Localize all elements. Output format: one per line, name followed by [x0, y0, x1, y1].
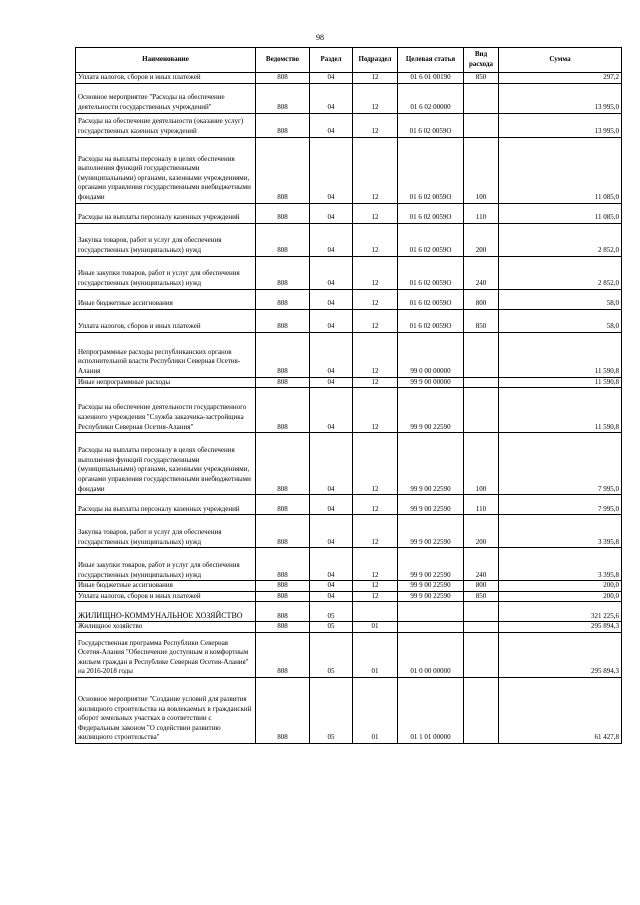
table-cell-section: 04	[310, 289, 353, 309]
header-section: Раздел	[310, 48, 353, 73]
table-cell-dept: 808	[256, 113, 310, 137]
table-cell-target: 01 1 01 00000	[398, 677, 464, 743]
table-row	[76, 388, 622, 433]
table-cell-name: Расходы на обеспечение деятельности государственного казенного учреждения "Служба заказчика-застройщика Республики Северная Осетия-Алания"	[76, 388, 256, 433]
table-cell-dept: 808	[256, 223, 310, 256]
table-cell-dept: 808	[256, 602, 310, 622]
table-cell-sum: 2 852,0	[499, 256, 622, 289]
table-cell-dept: 808	[256, 388, 310, 433]
table-cell-target: 99 9 00 22590	[398, 548, 464, 581]
header-type: Вид расхода	[464, 48, 499, 73]
table-row	[76, 377, 622, 388]
table-cell-name: Основное мероприятие "Расходы на обеспечение деятельности государственных учреждений"	[76, 83, 256, 113]
table-cell-subsection: 12	[353, 495, 398, 515]
table-cell-section: 05	[310, 677, 353, 743]
table-cell-target: 99 9 00 22590	[398, 581, 464, 592]
table-cell-type	[464, 388, 499, 433]
table-cell-section: 04	[310, 113, 353, 137]
table-cell-name: Уплата налогов, сборов и иных платежей	[76, 309, 256, 332]
table-cell-section: 04	[310, 203, 353, 223]
table-cell-target: 01 6 02 0059О	[398, 223, 464, 256]
table-row	[76, 433, 622, 495]
table-cell-name: Расходы на обеспечение деятельности (оказание услуг) государственных казенных учреждений	[76, 113, 256, 137]
table-cell-type	[464, 377, 499, 388]
table-cell-section: 04	[310, 515, 353, 548]
table-row	[76, 289, 622, 309]
table-cell-sum: 13 995,0	[499, 83, 622, 113]
table-cell-dept: 808	[256, 515, 310, 548]
table-cell-dept: 808	[256, 548, 310, 581]
table-cell-type: 240	[464, 548, 499, 581]
table-cell-type: 240	[464, 256, 499, 289]
table-cell-section: 05	[310, 602, 353, 622]
header-dept: Ведомство	[256, 48, 310, 73]
table-cell-section: 04	[310, 137, 353, 203]
header-target: Целевая статья	[398, 48, 464, 73]
table-cell-sum: 3 395,8	[499, 548, 622, 581]
table-cell-dept: 808	[256, 289, 310, 309]
table-cell-sum: 58,0	[499, 289, 622, 309]
table-cell-subsection: 12	[353, 256, 398, 289]
table-cell-name: Закупка товаров, работ и услуг для обеспечения государственных (муниципальных) нужд	[76, 515, 256, 548]
table-row	[76, 581, 622, 592]
table-cell-target	[398, 602, 464, 622]
table-cell-target: 99 9 00 22590	[398, 433, 464, 495]
table-cell-target: 01 6 02 00000	[398, 83, 464, 113]
table-cell-dept: 808	[256, 677, 310, 743]
table-cell-target: 01 6 02 0059О	[398, 289, 464, 309]
table-cell-sum: 11 590,8	[499, 377, 622, 388]
table-cell-name: Расходы на выплаты персоналу казенных учреждений	[76, 203, 256, 223]
table-cell-sum: 321 225,6	[499, 602, 622, 622]
table-cell-subsection: 12	[353, 83, 398, 113]
table-cell-dept: 808	[256, 203, 310, 223]
table-cell-sum: 58,0	[499, 309, 622, 332]
table-row	[76, 677, 622, 743]
table-cell-type: 850	[464, 73, 499, 84]
table-cell-subsection: 01	[353, 622, 398, 633]
table-row	[76, 632, 622, 677]
table-cell-target: 01 6 02 0059О	[398, 309, 464, 332]
table-cell-type: 100	[464, 433, 499, 495]
table-cell-target: 01 6 02 0059О	[398, 137, 464, 203]
table-cell-type	[464, 113, 499, 137]
table-cell-type	[464, 622, 499, 633]
table-row	[76, 495, 622, 515]
table-cell-subsection: 12	[353, 73, 398, 84]
table-cell-type	[464, 332, 499, 377]
table-cell-type: 800	[464, 581, 499, 592]
table-cell-dept: 808	[256, 433, 310, 495]
table-cell-name: Основное мероприятие "Создание условий для развития жилищного строительства на вовлекаемых в гражданский оборот земельных участках в соответствии с Федеральным законом "О содействии развитию жилищного строительства"	[76, 677, 256, 743]
budget-table	[75, 47, 622, 744]
header-subsection: Подраздел	[353, 48, 398, 73]
table-cell-target: 99 9 00 22590	[398, 388, 464, 433]
table-cell-type: 100	[464, 137, 499, 203]
table-row	[76, 256, 622, 289]
table-cell-dept: 808	[256, 622, 310, 633]
table-cell-name: Уплата налогов, сборов и иных платежей	[76, 591, 256, 602]
table-cell-type	[464, 632, 499, 677]
table-cell-sum: 61 427,8	[499, 677, 622, 743]
table-cell-type: 200	[464, 223, 499, 256]
table-cell-dept: 808	[256, 73, 310, 84]
table-cell-sum: 3 395,8	[499, 515, 622, 548]
table-cell-section: 04	[310, 433, 353, 495]
table-cell-subsection: 01	[353, 677, 398, 743]
table-cell-subsection: 12	[353, 377, 398, 388]
table-cell-name: Иные закупки товаров, работ и услуг для обеспечения государственных (муниципальных) нужд	[76, 256, 256, 289]
table-cell-section: 04	[310, 581, 353, 592]
table-cell-type: 110	[464, 203, 499, 223]
table-row	[76, 113, 622, 137]
table-cell-subsection: 12	[353, 223, 398, 256]
table-cell-subsection: 12	[353, 332, 398, 377]
table-cell-section: 04	[310, 591, 353, 602]
table-cell-sum: 11 590,8	[499, 332, 622, 377]
table-cell-subsection: 12	[353, 548, 398, 581]
table-cell-subsection: 12	[353, 433, 398, 495]
table-cell-name: Иные бюджетные ассигнования	[76, 289, 256, 309]
table-row	[76, 515, 622, 548]
table-cell-target: 99 9 00 00000	[398, 377, 464, 388]
table-cell-section: 04	[310, 73, 353, 84]
table-cell-target: 99 9 00 22590	[398, 515, 464, 548]
table-cell-section: 05	[310, 632, 353, 677]
table-cell-subsection: 12	[353, 581, 398, 592]
table-cell-name: Закупка товаров, работ и услуг для обеспечения государственных (муниципальных) нужд	[76, 223, 256, 256]
table-cell-sum: 13 995,0	[499, 113, 622, 137]
table-cell-name: ЖИЛИЩНО-КОММУНАЛЬНОЕ ХОЗЯЙСТВО	[76, 602, 256, 622]
table-cell-dept: 808	[256, 309, 310, 332]
table-cell-sum: 11 085,0	[499, 137, 622, 203]
table-cell-name: Жилищное хозяйство	[76, 622, 256, 633]
table-cell-target: 01 6 01 00190	[398, 73, 464, 84]
table-cell-subsection: 12	[353, 591, 398, 602]
table-cell-dept: 808	[256, 581, 310, 592]
table-cell-sum: 11 085,0	[499, 203, 622, 223]
table-cell-type	[464, 602, 499, 622]
table-cell-target: 01 0 00 00000	[398, 632, 464, 677]
table-cell-sum: 7 995,0	[499, 495, 622, 515]
table-row	[76, 309, 622, 332]
table-cell-section: 04	[310, 309, 353, 332]
table-cell-section: 04	[310, 332, 353, 377]
table-cell-name: Уплата налогов, сборов и иных платежей	[76, 73, 256, 84]
table-cell-name: Расходы на выплаты персоналу в целях обеспечения выполнения функций государственными (муниципальными) органами, казенными учреждениями, органами управления государственными внебюджетными фондами	[76, 433, 256, 495]
table-cell-subsection: 01	[353, 632, 398, 677]
table-cell-section: 04	[310, 388, 353, 433]
table-row	[76, 73, 622, 84]
header-sum: Сумма	[499, 48, 622, 73]
table-row	[76, 83, 622, 113]
table-cell-sum: 295 894,3	[499, 622, 622, 633]
table-cell-type: 800	[464, 289, 499, 309]
table-cell-subsection: 12	[353, 203, 398, 223]
header-name: Наименование	[76, 48, 256, 73]
table-cell-sum: 297,2	[499, 73, 622, 84]
table-cell-sum: 11 590,8	[499, 388, 622, 433]
table-row	[76, 622, 622, 633]
table-cell-type: 110	[464, 495, 499, 515]
table-cell-subsection: 12	[353, 309, 398, 332]
table-cell-dept: 808	[256, 332, 310, 377]
table-cell-name: Расходы на выплаты персоналу казенных учреждений	[76, 495, 256, 515]
table-cell-name: Иные закупки товаров, работ и услуг для обеспечения государственных (муниципальных) нужд	[76, 548, 256, 581]
table-cell-dept: 808	[256, 632, 310, 677]
table-cell-subsection: 12	[353, 515, 398, 548]
table-cell-target	[398, 622, 464, 633]
table-row	[76, 203, 622, 223]
table-cell-name: Непрограммные расходы республиканских органов исполнительной власти Республики Северная Осетия-Алания	[76, 332, 256, 377]
table-cell-section: 04	[310, 377, 353, 388]
table-cell-sum: 200,0	[499, 591, 622, 602]
table-cell-name: Иные бюджетные ассигнования	[76, 581, 256, 592]
table-cell-section: 04	[310, 83, 353, 113]
table-cell-section: 04	[310, 223, 353, 256]
table-cell-sum: 7 995,0	[499, 433, 622, 495]
table-cell-target: 01 6 02 0059О	[398, 256, 464, 289]
table-row	[76, 332, 622, 377]
table-cell-dept: 808	[256, 495, 310, 515]
table-cell-type	[464, 83, 499, 113]
table-cell-section: 05	[310, 622, 353, 633]
table-header-row	[76, 48, 622, 73]
table-row	[76, 223, 622, 256]
table-cell-subsection: 12	[353, 113, 398, 137]
table-cell-section: 04	[310, 256, 353, 289]
table-cell-subsection: 12	[353, 289, 398, 309]
table-cell-type: 200	[464, 515, 499, 548]
table-cell-dept: 808	[256, 256, 310, 289]
table-cell-section: 04	[310, 495, 353, 515]
table-cell-subsection: 12	[353, 137, 398, 203]
table-cell-target: 99 0 00 00000	[398, 332, 464, 377]
table-row	[76, 591, 622, 602]
table-cell-type	[464, 677, 499, 743]
table-cell-dept: 808	[256, 83, 310, 113]
table-cell-dept: 808	[256, 377, 310, 388]
table-row	[76, 602, 622, 622]
table-cell-dept: 808	[256, 137, 310, 203]
table-cell-target: 01 6 02 0059О	[398, 113, 464, 137]
table-cell-target: 01 6 02 0059О	[398, 203, 464, 223]
table-cell-subsection	[353, 602, 398, 622]
table-cell-sum: 295 894,3	[499, 632, 622, 677]
table-cell-type: 850	[464, 309, 499, 332]
table-cell-name: Иные непрограммные расходы	[76, 377, 256, 388]
page-number: 98	[316, 33, 324, 42]
table-cell-sum: 200,0	[499, 581, 622, 592]
table-row	[76, 548, 622, 581]
table-cell-target: 99 9 00 22590	[398, 591, 464, 602]
table-cell-target: 99 9 00 22590	[398, 495, 464, 515]
table-cell-name: Государственная программа Республики Северная Осетия-Алания "Обеспечение доступным и комфортным жильем граждан в Республике Северная Осетия-Алания" на 2016-2018 годы	[76, 632, 256, 677]
table-row	[76, 137, 622, 203]
table-cell-sum: 2 852,0	[499, 223, 622, 256]
table-cell-dept: 808	[256, 591, 310, 602]
table-cell-subsection: 12	[353, 388, 398, 433]
table-cell-type: 850	[464, 591, 499, 602]
table-cell-name: Расходы на выплаты персоналу в целях обеспечения выполнения функций государственными (муниципальными) органами, казенными учреждениями, органами управления государственными внебюджетными фондами	[76, 137, 256, 203]
table-cell-section: 04	[310, 548, 353, 581]
